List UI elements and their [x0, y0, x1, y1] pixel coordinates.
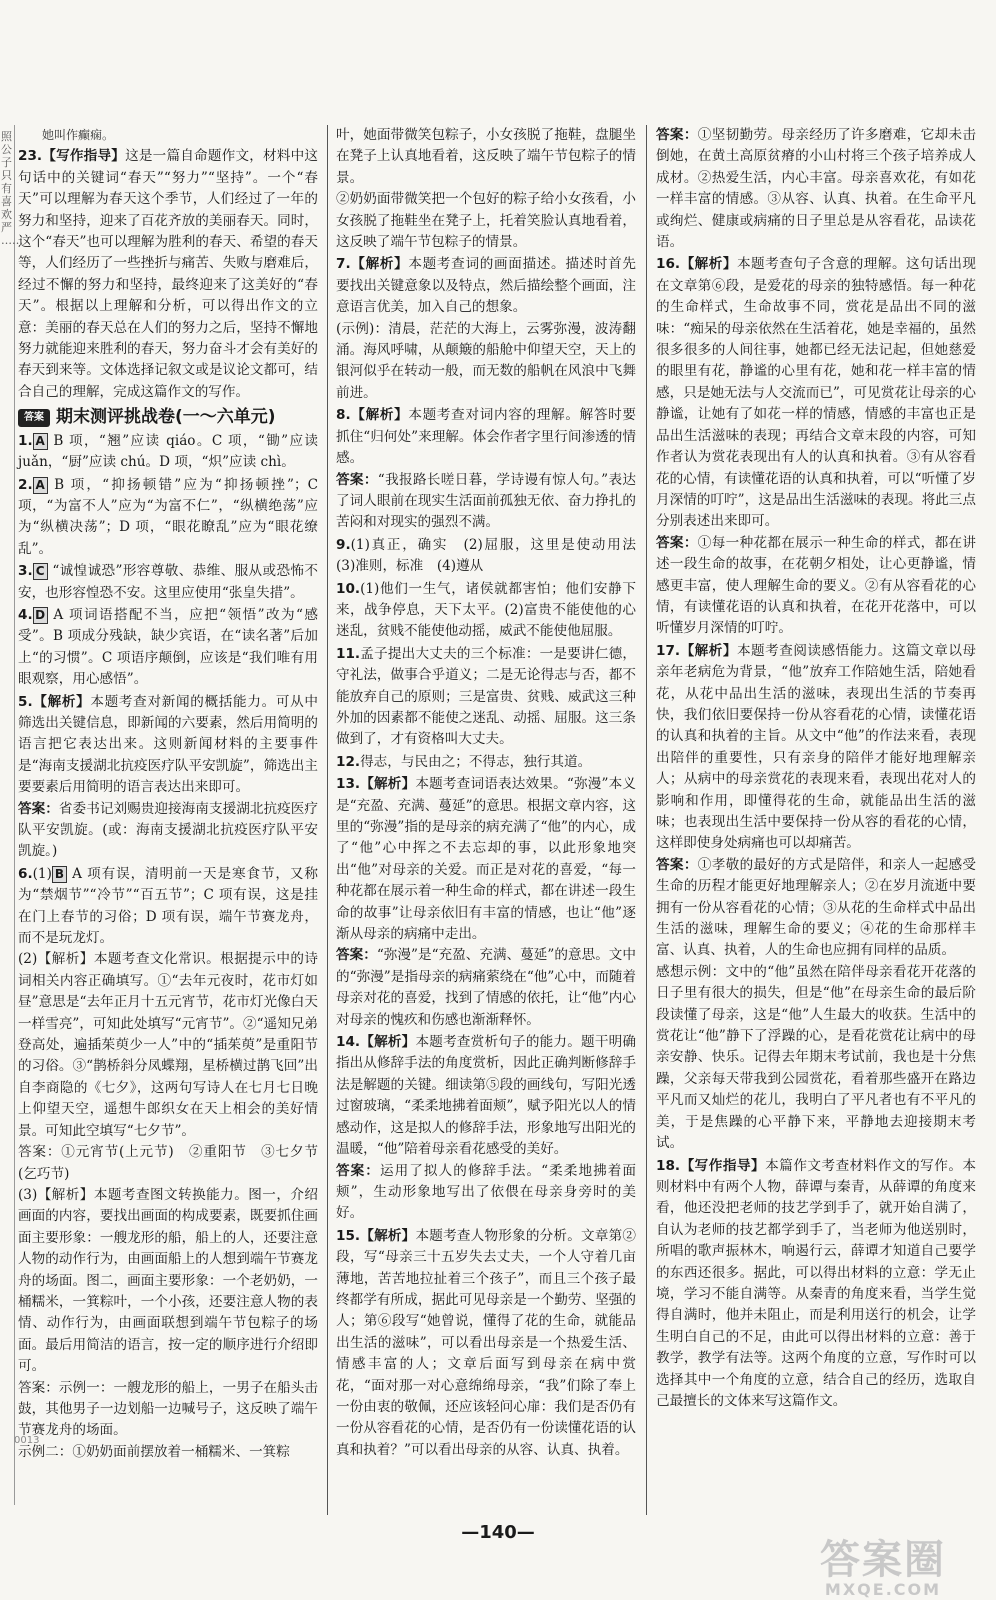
question-number: 1. — [18, 432, 33, 449]
answer-text: A 项有误，清明前一天是寒食节，又称为“禁烟节”“冷节”“百五节”；C 项有误，这是挂在门上春节的习俗；D 项有误，端午节赛龙舟，而不是玩龙灯。 — [18, 865, 318, 947]
answer-content: 省委书记刘赐贵迎接海南支援湖北抗疫医疗队平安凯旋。(或：海南支援湖北抗疫医疗队平安凯旋。) — [18, 800, 319, 860]
answer-part: ②奶奶面带微笑把一个包好的粽子给小女孩看，小女孩脱了拖鞋坐在凳子上，托着笑脸认真地看着，这反映了端午节包粽子的情景。 — [336, 191, 636, 251]
answer-text: 本题考查阅读感悟能力。这篇文章以母亲年老病危为背景，“他”放弃工作陪她生活，陪她看花，从花中品出生活的滋味，表现出生活的节奏再快，我们依旧要保持一份从容看花的心情，读懂花语的认真和执着的主旨。从文中“他”的作法来看，表现出陪伴的重要性，只有亲身的陪伴才能好地理解亲人；从病中的母亲赏花的表现来看，表现出花对人的影响和作用，即懂得花的生命，就能品出生活的滋味；也表现出生活中要保持一份从容的看花的心情，这样即使身处病痛也可以却痛苦。 — [656, 642, 977, 852]
watermark-title: 答案圈 — [820, 1537, 946, 1583]
answer-content: ①坚韧勤劳。母亲经历了许多磨难，它却未击倒她，在黄土高原贫瘠的小山村将三个孩子培养成人成材。②热爱生活，内心丰富。母亲喜欢花，有如花一样丰富的情感。③从容、认真、执着。在生命平凡或绚烂、健康或病痛的日子里总是从容看花，品读花语。 — [656, 127, 977, 251]
question-number: 3. — [18, 563, 33, 580]
answer-label: 答案： — [656, 856, 698, 873]
answer-14 — [336, 1032, 636, 1225]
answer-tag: 【解析】 — [680, 256, 737, 273]
answer-text: 本题考查对新闻的概括能力。可从中筛选出关键信息，即新闻的六要素，然后用简明的语言把它表达出来。这则新闻材料的主要事件是“海南支援湖北抗疫医疗队平安凯旋”，筛选出主要要素后用简明的语言表达出来即可。 — [18, 693, 318, 796]
section-title-text: 期末测评挑战卷(一～六单元) — [56, 407, 276, 428]
question-number: 7. — [336, 256, 351, 273]
answer-content: ①每一种花都在展示一种生命的样式，都在讲述一段生命的故事，在花朝夕相处，让心更静谧，情感更丰富，使人理解生命的要义。②有从容看花的心情，有读懂花语的认真和执着，在花开花落中，可以听懂岁月深情的叮咛。 — [656, 534, 977, 637]
answer-label: 答案： — [336, 947, 377, 964]
corner-code: 0013 — [14, 1435, 40, 1446]
question-number: 10. — [336, 580, 361, 597]
answer-text: 本题考查赏析句子的能力。题干明确指出从修辞手法的角度赏析，因此正确判断修辞手法是解题的关键。细读第⑤段的画线句，写阳光透过窗玻璃，“柔柔地拂着面颊”，赋予阳光以人的情感动作，这是拟人的修辞手法，形象地写出阳光的温暖，“他”陪着母亲看花感受的美好。 — [336, 1034, 637, 1158]
answer-3 — [18, 561, 318, 604]
answer-text: B 项，“抑扬顿错”应为“抑扬顿挫”；C 项，“为富不人”应为“为富不仁”，“纵横绝荡”应为“纵横决荡”；D 项，“眼花瞭乱”应为“眼花缭乱”。 — [18, 476, 318, 557]
question-number: 23. — [18, 148, 43, 165]
section-title — [18, 407, 318, 428]
answer-text: 本题考查对词内容的理解。解答时要抓住“归何处”来理解。体会作者字里行间渗透的情感。 — [336, 407, 636, 467]
answer-16 — [656, 254, 976, 639]
question-number: 13. — [336, 776, 361, 793]
answer-text: B 项，“翘”应读 qiáo。C 项，“锄”应读 juǎn，“厨”应读 chú。D 项，“炽”应读 chì。 — [18, 432, 318, 471]
answer-part: (3)【解析】本题考查图文转换能力。图一，介绍画面的内容，要找出画面的构成要素，既要抓住画面主要形象：一艘龙形的船，船上的人，还要注意人物的动作行为，由画面船上的人想到端午节赛龙舟的场面。图二，画面主要形象：一个老奶奶，一桶糯米，一箕粽叶，一个小孩，还要注意人物的表情、动作行为，由画面联想到端午节包粽子的场面。最后用简洁的语言，按一定的顺序进行介绍即可。 — [18, 1186, 318, 1375]
option-box: A — [33, 433, 48, 450]
answer-text: 本题考查词的画面描述。描述时首先要找出关键意象以及特点，然后描绘整个画面，注意语言优美，加入自己的想象。 — [336, 256, 636, 316]
answer-text: 这是一篇自命题作文，材料中这句话中的关键词“春天”“努力”“坚持”。一个“春天”可以理解为春天这个季节，人们经过了一年的努力和坚持，迎来了百花齐放的美丽春天。同时，这个“春天”也可以理解为胜利的春天、希望的春天等，人们经历了一些挫折与痛苦、失败与磨难后，经过不懈的努力和坚持，最终迎来了这美好的“春天”。根据以上理解和分析，可以得出作文的立意：美丽的春天总在人们的努力之后，坚持不懈地努力就能迎来胜利的春天，努力奋斗才会有美好的春天到来等。文体选择记叙文或是议论文都可，结合自己的理解，完成这篇作文的写作。 — [18, 148, 319, 400]
answer-part: 答案：①元宵节(上元节) ②重阳节 ③七夕节(乞巧节) — [18, 1144, 318, 1182]
answer-content: 运用了拟人的修辞手法。“柔柔地拂着面颊”，生动形象地写出了依偎在母亲身旁时的美好。 — [336, 1162, 637, 1222]
watermark-url: MXQE.COM — [824, 1580, 942, 1599]
question-number: 9. — [336, 536, 351, 553]
answer-13 — [336, 774, 636, 1031]
question-number: 14. — [336, 1034, 361, 1051]
answer-text: (1)他们一生气，诸侯就都害怕；他们安静下来，战争停息，天下太平。(2)富贵不能使他的心迷乱，贫贱不能使他动摇，威武不能使他屈服。 — [336, 580, 636, 640]
answer-1 — [18, 431, 318, 474]
answer-part: (2)【解析】本题考查文化常识。根据提示中的诗词相关内容正确填写。①“去年元夜时，花市灯如昼”意思是“去年正月十五元宵节，花市灯光像白天一样雪亮”，可知此处填写“元宵节”。②“遥知兄弟登高处，遍插茱萸少一人”中的“插茱萸”是重阳节的习俗。③“鹊桥斜分凤蝶翔，星桥横过鹊飞回”出自李商隐的《七夕》，这两句写诗人在七月七日晚上仰望天空，遥想牛郎织女在天上相会的美好情景。可知此空填写“七夕节”。 — [18, 951, 318, 1139]
continued-answer — [656, 125, 976, 253]
answer-text: 本题考查人物形象的分析。文章第②段，写“母亲三十五岁失去丈夫，一个人守着几亩薄地，苦苦地拉扯着三个孩子”，而且三个孩子最终都学有所成，据此可见母亲是一个勤劳、坚强的人；第⑥段写“她曾说，懂得了花的生命，就能品出生活的滋味”，可以看出母亲是一个热爱生活、情感丰富的人；文章后面写到母亲在病中赏花，“面对那一对心意绵绵母亲，“我”们除了奉上一份由衷的敬佩，还应该轻问心扉：我们是否仍有一份从容看花的心情，是否仍有一份读懂花语的认真和执着？”可以看出母亲的从容、认真、执着。 — [336, 1227, 637, 1458]
option-box: A — [33, 477, 48, 494]
binding-margin-text: 照公子 只有喜欢 严 …… — [1, 130, 23, 247]
answer-text: A 项词语搭配不当，应把“领悟”改为“感受”。B 项成分残缺，缺少宾语，在“读名著”后加上“的习惯”。C 项语序颠倒，应该是“我们唯有用眼观察，用心感悟”。 — [18, 606, 318, 688]
question-number: 8. — [336, 407, 351, 424]
question-number: 6. — [18, 865, 33, 882]
answer-content: “弥漫”是“充盈、充满、蔓延”的意思。文中的“弥漫”是指母亲的病痛萦绕在“他”心中，而随着母亲对花的喜爱，找到了情感的依托，让“他”内心对母亲的愧疚和伤感也渐渐释怀。 — [336, 947, 637, 1028]
answer-17 — [656, 641, 976, 1155]
answer-text: 本题考查句子含意的理解。这句话出现在文章第⑥段，是爱花的母亲的独特感悟。每一种花的生命样式，生命故事不同，赏花是品出不同的滋味：“痴呆的母亲依然在生活着花，她是幸福的，虽然很多很多的人间往事，她都已经无法记起，但她慈爱的眼里有花，静谧的心里有花，她和花一样丰富的情感，只是她无法与人交流而已”，可见赏花让母亲的心静谧，让她有了如花一样的情感，情感的丰富也正是品出生活滋味的表现；再结合文章末段的内容，可知作者认为赏花表现出有人的认真和执着。③有从容看花的心情，有读懂花语的认真和执着，可以“听懂了岁月深情的叮咛”，这是品出生活滋味的表现。将此三点分别表述出来即可。 — [656, 256, 977, 530]
answer-tag: 【写作指导】 — [42, 148, 126, 165]
binding-margin — [0, 125, 23, 1505]
question-number: 17. — [656, 642, 681, 659]
answer-content: “我报路长嗟日暮，学诗谩有惊人句。”表达了词人眼前在现实生活面前孤独无依、奋力挣扎的苦闷和对现实的强烈不满。 — [336, 471, 636, 531]
answer-label: 答案： — [656, 534, 698, 551]
answer-label: 答案： — [18, 800, 59, 817]
answer-text: 得志，与民由之；不得志，独行其道。 — [360, 753, 592, 770]
answer-5 — [18, 692, 318, 863]
answer-4 — [18, 605, 318, 691]
answer-12 — [336, 752, 636, 773]
answer-part: 叶，她面带微笑包粽子，小女孩脱了拖鞋，盘腿坐在凳子上认真地看着，这反映了端午节包粽子的情景。 — [336, 127, 636, 186]
question-number: 18. — [656, 1157, 681, 1174]
option-box: D — [33, 607, 48, 624]
option-box: B — [52, 866, 67, 883]
answer-content: ①孝敬的最好的方式是陪伴，和亲人一起感受生命的历程才能更好地理解亲人；②在岁月流逝中要拥有一份从容看花的心情；③从花的生命样式中品出生活的滋味，理解生命的要义；④花的生命那样丰富、认真、执着，人的生命也应拥有同样的品质。 — [656, 856, 977, 959]
answer-label: 答案： — [336, 1162, 380, 1179]
answer-part: 示例二：①奶奶面前摆放着一桶糯米、一箕粽 — [18, 1443, 290, 1460]
answer-7 — [336, 254, 636, 404]
answer-10 — [336, 579, 636, 643]
answer-11 — [336, 644, 636, 751]
question-number: 11. — [336, 645, 361, 662]
column-middle — [336, 125, 650, 1510]
answer-tag: 【解析】 — [360, 1034, 416, 1051]
page-number: —140— — [461, 1522, 535, 1543]
answer-tag: 【解析】 — [680, 642, 737, 659]
answer-15 — [336, 1226, 636, 1461]
answer-text: 孟子提出大丈夫的三个标准：一是要讲仁德，守礼法，做事合乎道义；二是无论得志与否，都不能放弃自己的原则；三是富贵、贫贱、威武这三种外加的因素都不能使之迷乱、动摇、屈服。这三条做到了，才有资格叫大丈夫。 — [336, 645, 636, 748]
question-number: 16. — [656, 256, 681, 273]
answer-6 — [18, 864, 318, 1463]
answer-label: 答案： — [336, 471, 378, 488]
answer-9 — [336, 535, 650, 578]
answer-part: 答案：示例一：一艘龙形的船上，一男子在船头击鼓，其他男子一边划船一边喊号子，这反映了端午节赛龙舟的场面。 — [18, 1379, 318, 1439]
answer-part: (示例)：清晨，茫茫的大海上，云雾弥漫，波涛翻涌。海风呼啸，从颠簸的船舱中仰望天空，天上的银河似乎在转动一般，而无数的船帆在风浪中飞舞前进。 — [336, 320, 636, 401]
answer-tag: 【解析】 — [360, 1227, 416, 1244]
answer-18 — [656, 1156, 976, 1413]
section-badge: 答案 — [18, 409, 50, 427]
question-number: 5. — [18, 693, 33, 710]
answer-tag: 【解析】 — [350, 407, 409, 424]
question-number: 4. — [18, 606, 33, 623]
question-number: 12. — [336, 753, 361, 770]
column-divider — [327, 125, 328, 1515]
answer-tag: 【写作指导】 — [680, 1157, 766, 1174]
answer-text: 本题考查词语表达效果。“弥漫”本义是“充盈、充满、蔓延”的意思。根据文章内容，这里的“弥漫”指的是母亲的病充满了“他”的内心，成了“他”心中挥之不去忘却的事，以此形象地突出“他”对母亲的关爱。而正是对花的喜爱，“每一种花都在展示着一种生命的样式，都在讲述一段生命的故事”让母亲依旧有丰富的情感，也让“他”逐渐从母亲的病痛中走出。 — [336, 776, 636, 943]
answer-text: 本篇作文考查材料作文的写作。本则材料中有两个人物，薛谭与秦青，从薛谭的角度来看，他还没把老师的技艺学到手了，就开始自满了，自认为老师的技艺都学到手了，当老师为他送别时，所唱的歌声振林木，响遏行云，薛谭才知道自己要学的东西还很多。据此，可以得出材料的立意：学无止境，学习不能自满等。从秦青的角度来看，当学生觉得自满时，他并未阻止，而是利用送行的机会，让学生明白自己的不足，由此可以得出材料的立意：善于教学，教学有法等。这两个角度的立意，写作时可以选择其中一个角度的立意，结合自己的经历，选取自己最擅长的文体来写这篇作文。 — [656, 1157, 977, 1409]
answer-tag: 【解析】 — [32, 693, 91, 710]
column-right — [656, 125, 976, 1510]
answer-23 — [18, 146, 318, 403]
question-number: 15. — [336, 1227, 361, 1244]
answer-text: “诚惶诚恐”形容尊敬、恭维、服从或恐怖不安，也形容惶恐不安。这里应使用“张皇失措”。 — [18, 563, 318, 601]
answer-tag: 【解析】 — [360, 776, 416, 793]
column-left — [18, 125, 318, 1510]
continued-answer — [336, 125, 636, 253]
watermark-logo — [820, 1537, 946, 1599]
continued-fragment: 她叫作癫痫。 — [42, 128, 115, 142]
answer-tag: 【解析】 — [350, 256, 409, 273]
question-number: 2. — [18, 476, 33, 493]
answer-8 — [336, 405, 636, 533]
answer-part: 感想示例：文中的“他”虽然在陪伴母亲看花开花落的日子里有很大的损失，但是“他”在母亲生命的最后阶段读懂了母亲，这是“他”人生最大的收获。生活中的赏花让“他”静下了浮躁的心，是看花赏花让病中的母亲安静、快乐。记得去年期末考试前，我也是十分焦躁，父亲每天带我到公园赏花，看着那些盛开在路边平凡而又灿烂的花儿，我明白了平凡者也有不平凡的美，于是焦躁的心平静下来，平静地去迎接期末考试。 — [656, 963, 976, 1152]
answer-text: (1)真正，确实 (2)屈服，这里是使动用法 (3)准则，标准 (4)遵从 — [336, 536, 650, 575]
option-box: C — [33, 563, 48, 580]
column-divider — [646, 125, 647, 1515]
answer-2 — [18, 475, 318, 561]
sub-label: (1) — [32, 865, 52, 882]
answer-label: 答案： — [656, 127, 698, 143]
